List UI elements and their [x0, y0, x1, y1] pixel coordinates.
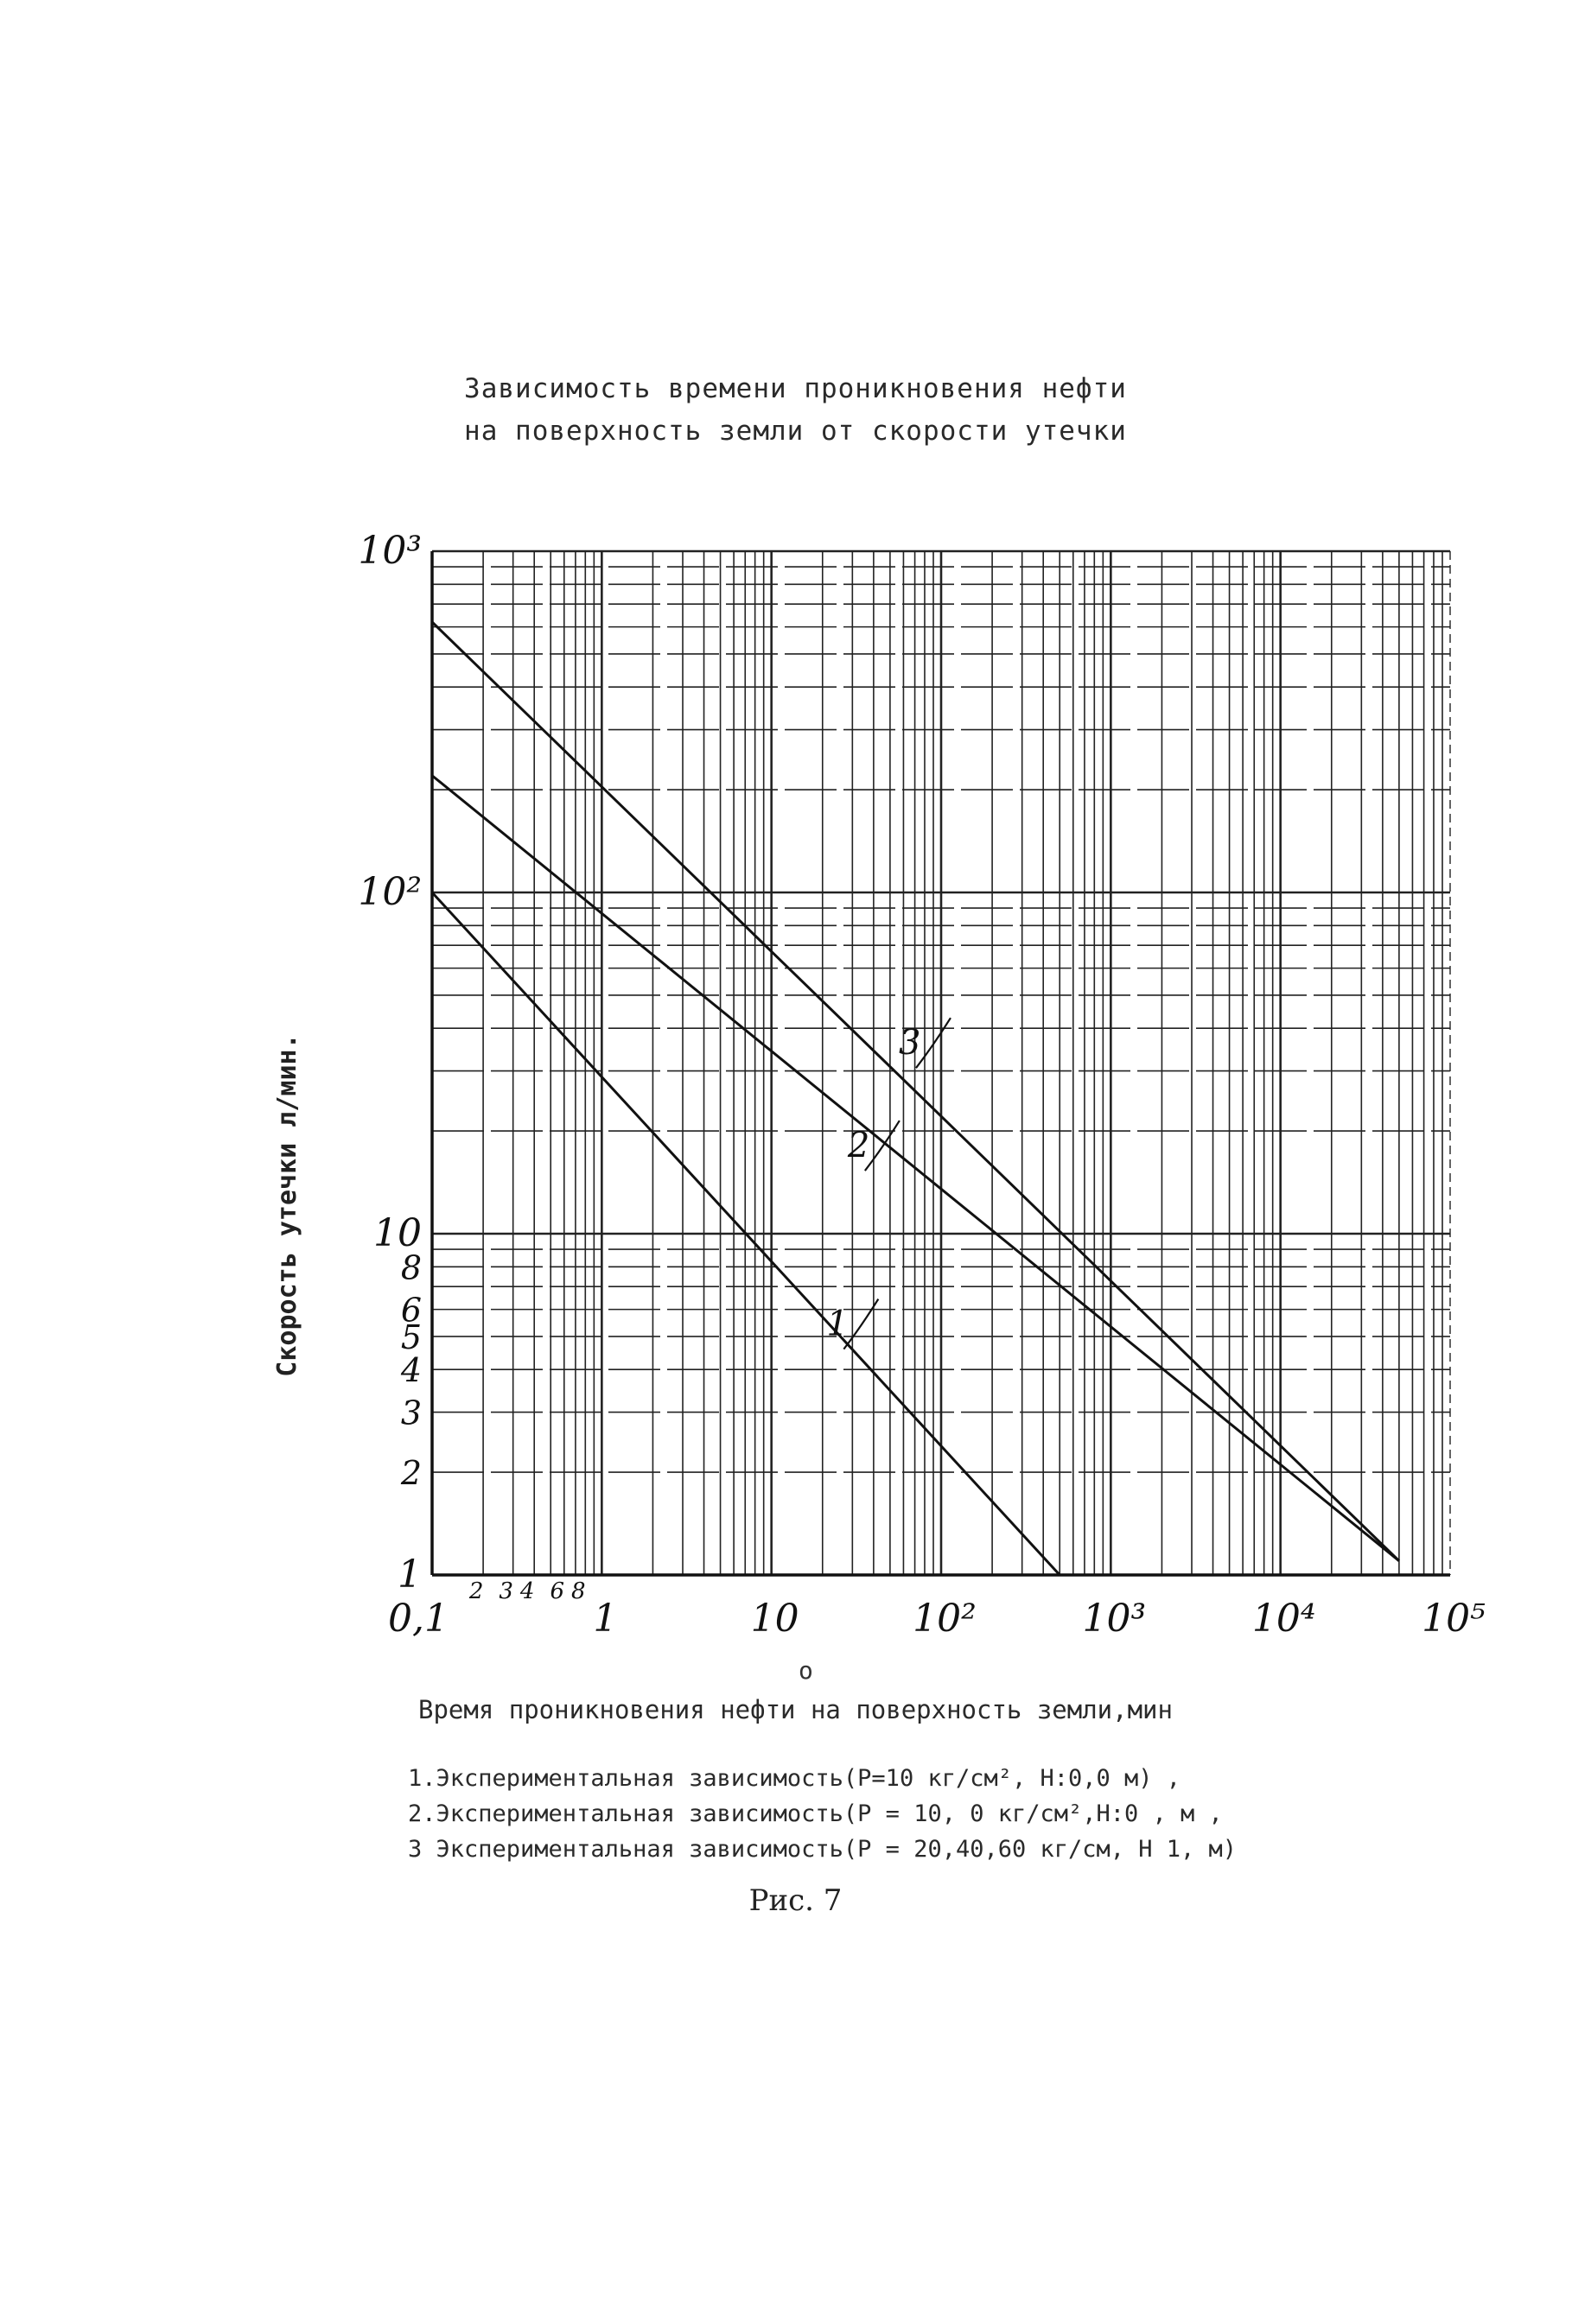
- tick-labels: [358, 529, 1486, 1641]
- figure-caption: Рис. 7: [748, 1883, 843, 1918]
- y-tick-label: 10³: [358, 529, 422, 573]
- legend-item-3: 3 Экспериментальная зависимость(Р = 20,40,60 кг/см, Н 1, м): [408, 1836, 1238, 1863]
- x-tick-label: 10³: [1082, 1597, 1147, 1641]
- x-tick-label: 2: [468, 1578, 484, 1604]
- x-tick-label: 8: [571, 1578, 586, 1604]
- x-tick-label: 10⁴: [1251, 1597, 1316, 1641]
- x-tick-label: 10²: [913, 1597, 977, 1641]
- x-tick-label: 10⁵: [1422, 1597, 1486, 1641]
- y-tick-label: 1: [398, 1553, 422, 1597]
- legend-item-1: 1.Экспериментальная зависимость(Р=10 кг/см², Н:0,0 м) ,: [408, 1765, 1181, 1792]
- x-axis-label: Время проникновения нефти на поверхность земли,мин: [418, 1695, 1173, 1724]
- series-label-1: 1: [826, 1304, 849, 1344]
- x-tick-label: 3: [499, 1578, 513, 1604]
- y-tick-label: 8: [400, 1248, 422, 1287]
- series-label-3: 3: [898, 1023, 921, 1064]
- chart-title-line-2: на поверхность земли от скорости утечки: [464, 416, 1127, 447]
- y-tick-label: 10²: [358, 870, 422, 914]
- y-tick-label: 2: [400, 1454, 422, 1493]
- series-leader-2: [865, 1121, 900, 1171]
- legend-item-2: 2.Экспериментальная зависимость(Р = 10, 0 кг/см²,Н:0 , м ,: [408, 1800, 1223, 1827]
- x-axis-label-mark: о: [799, 1656, 813, 1685]
- x-tick-label: 4: [519, 1578, 535, 1604]
- x-tick-label: 1: [593, 1597, 618, 1641]
- y-tick-label: 10: [373, 1211, 422, 1255]
- y-tick-label: 5: [400, 1318, 422, 1356]
- x-tick-label: 10: [750, 1597, 799, 1641]
- chart-title-line-1: Зависимость времени проникновения нефти: [464, 373, 1127, 404]
- y-tick-label: 4: [400, 1351, 422, 1390]
- series-labels: [826, 1018, 951, 1349]
- x-tick-label: 0,1: [388, 1597, 449, 1641]
- y-tick-label: 6: [400, 1291, 422, 1330]
- legend: [408, 1761, 1237, 1867]
- y-axis-label: Скорость утечки л/мин.: [272, 1033, 302, 1377]
- y-tick-label: 3: [400, 1394, 422, 1432]
- series-label-2: 2: [847, 1126, 870, 1166]
- grid-lines: [432, 551, 1450, 1575]
- x-tick-label: 6: [550, 1578, 565, 1604]
